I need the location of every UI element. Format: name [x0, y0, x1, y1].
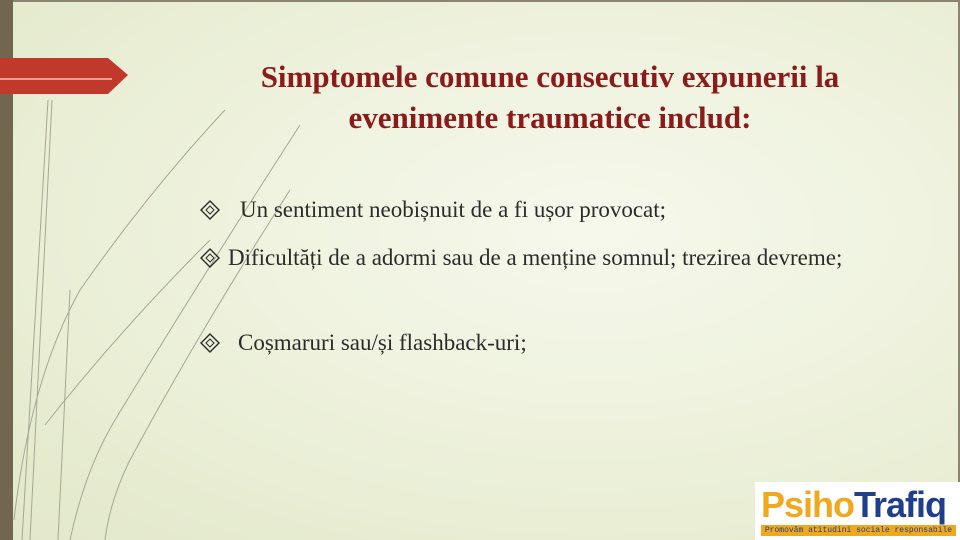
logo-name-part2: Trafiq [854, 484, 947, 525]
slide-title: Simptomele comune consecutiv expunerii la evenimente traumatice includ: [260, 59, 840, 135]
diamond-outline-icon [200, 194, 226, 226]
bullet-text: Coșmaruri sau/și flashback-uri; [238, 330, 527, 355]
bullet-item [200, 242, 880, 274]
deco-line [22, 100, 48, 540]
logo-wordmark [761, 484, 946, 526]
psihotrafiq-logo [755, 482, 960, 540]
title-arrow-shape [0, 58, 128, 94]
deco-line [30, 100, 52, 540]
bullet-text: Dificultăți de a adormi sau de a menține somnul; trezirea devreme; [228, 245, 843, 270]
deco-curve [14, 110, 225, 520]
diamond-outline-icon [200, 242, 226, 274]
bullet-item [200, 327, 527, 359]
bullet-text: Un sentiment neobișnuit de a fi ușor provocat; [240, 197, 667, 222]
deco-line [58, 290, 70, 540]
bullet-item [200, 194, 666, 226]
logo-tagline: Promovăm atitudini sociale responsabile [761, 525, 956, 536]
logo-name-part1: Psiho [761, 484, 855, 525]
diamond-outline-icon [200, 327, 226, 359]
deco-curve [45, 240, 210, 425]
